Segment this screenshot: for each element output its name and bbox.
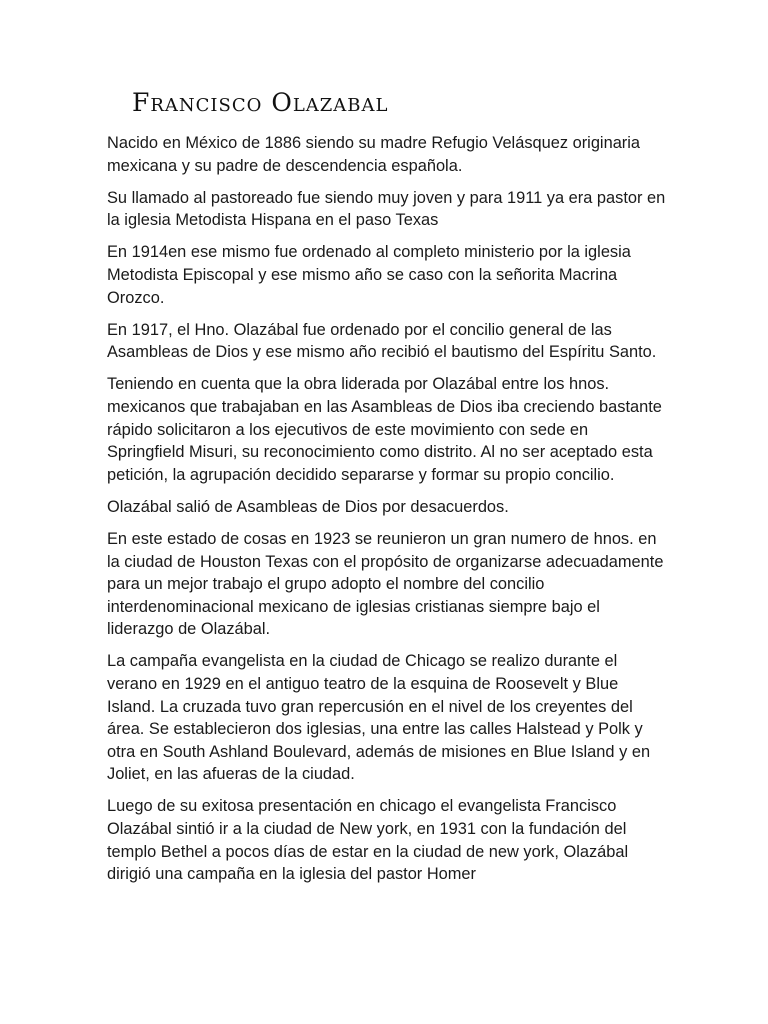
- paragraph: Su llamado al pastoreado fue siendo muy joven y para 1911 ya era pastor en la iglesia Metodista Hispana en el paso Texas: [107, 188, 666, 230]
- paragraph: Olazábal salió de Asambleas de Dios por desacuerdos.: [107, 497, 509, 516]
- paragraph: La campaña evangelista en la ciudad de Chicago se realizo durante el verano en 1929 en el antiguo teatro de la esquina de Roosevelt y Blue Island. La cruzada tuvo gran repercusión en el nivel de los creyentes del área. Se establecieron dos iglesias, una entre las calles Halstead y Polk y otra en South Ashland Boulevard, además de misiones en Blue Island y en Joliet, en las afueras de la ciudad.: [107, 652, 651, 784]
- paragraph: Teniendo en cuenta que la obra liderada por Olazábal entre los hnos. mexicanos que trabajaban en las Asambleas de Dios iba creciendo bastante rápido solicitaron a los ejecutivos de este movimiento con sede en Springfield Misuri, su reconocimiento como distrito. Al no ser aceptado esta petición, la agrupación decidido separarse y formar su propio concilio.: [107, 375, 662, 484]
- paragraph: En 1914en ese mismo fue ordenado al completo ministerio por la iglesia Metodista Episcopal y ese mismo año se caso con la señorita Macrina Orozco.: [107, 243, 631, 307]
- paragraph: En este estado de cosas en 1923 se reunieron un gran numero de hnos. en la ciudad de Houston Texas con el propósito de organizarse adecuadamente para un mejor trabajo el grupo adopto el nombre del concilio interdenominacional mexicano de iglesias cristianas siempre bajo el liderazgo de Olazábal.: [107, 529, 664, 639]
- paragraph: En 1917, el Hno. Olazábal fue ordenado por el concilio general de las Asambleas de Dios y ese mismo año recibió el bautismo del Espíritu Santo.: [107, 320, 657, 362]
- paragraph: Nacido en México de 1886 siendo su madre Refugio Velásquez originaria mexicana y su padre de descendencia española.: [107, 134, 641, 175]
- document-body: [107, 132, 667, 895]
- paragraph: Luego de su exitosa presentación en chicago el evangelista Francisco Olazábal sintió ir a la ciudad de New york, en 1931 con la fundación del templo Bethel a pocos días de estar en la ciudad de new york, Olazábal dirigió una campaña en la iglesia del pastor Homer: [107, 797, 629, 884]
- document-title: Francisco Olazabal: [132, 88, 389, 117]
